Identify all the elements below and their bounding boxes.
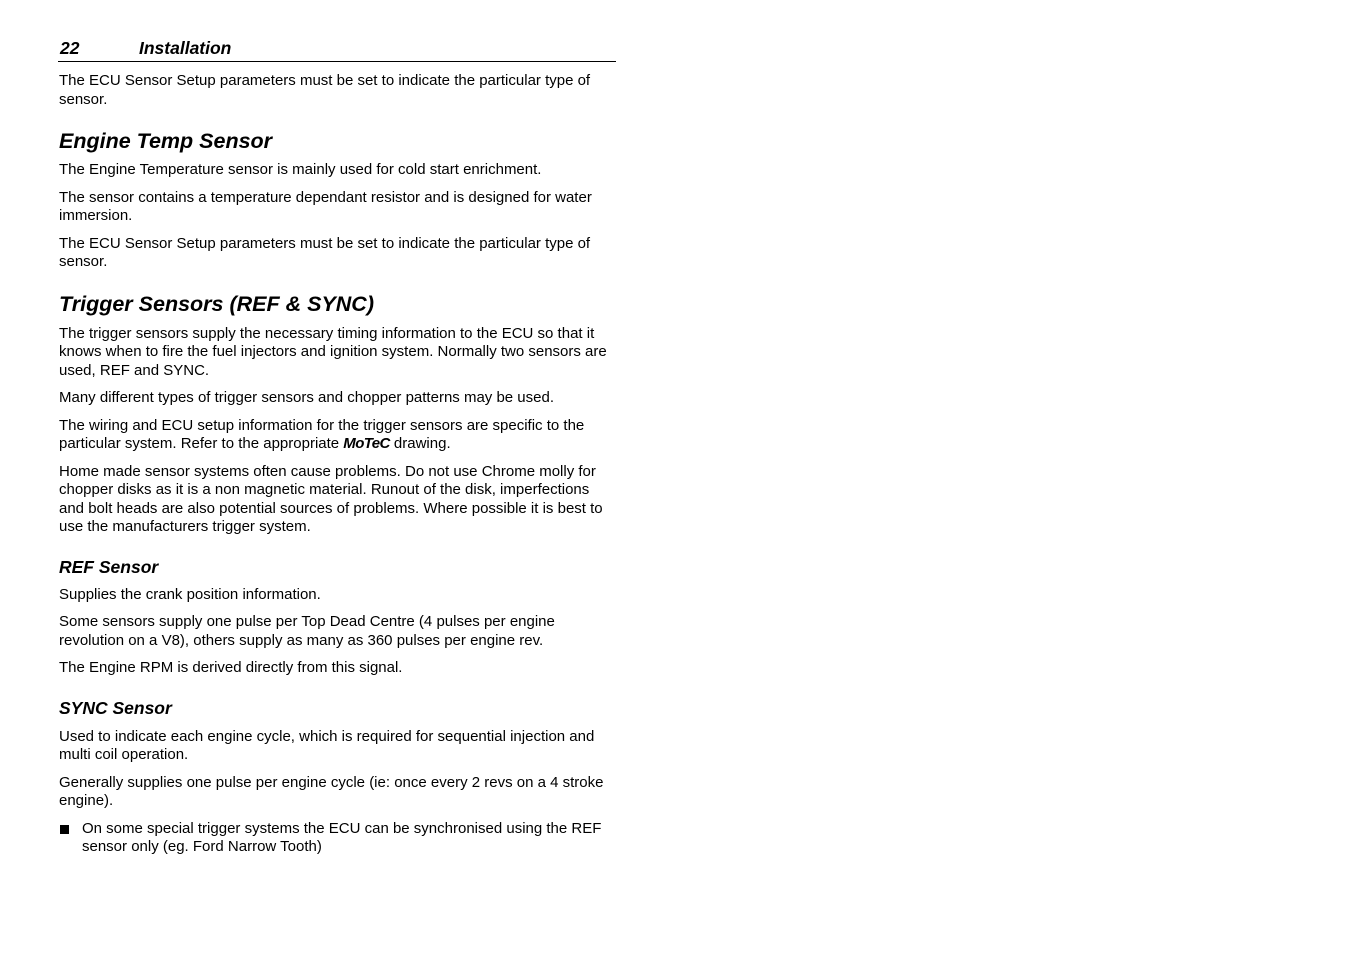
engine-temp-paragraph-1: The Engine Temperature sensor is mainly used for cold start enrichment. <box>59 161 542 178</box>
sync-paragraph-1: Used to indicate each engine cycle, which is required for sequential injection and multi coil operation. <box>59 727 595 763</box>
trigger-paragraph-1: The trigger sensors supply the necessary timing information to the ECU so that it knows when to fire the fuel injectors and ignition system. Normally two sensors are used, REF and SYNC. <box>59 324 607 379</box>
sync-paragraph-2: Generally supplies one pulse per engine cycle (ie: once every 2 revs on a 4 stroke engine). <box>59 773 604 809</box>
running-header <box>58 38 616 62</box>
trigger-paragraph-3-text-b: drawing. <box>389 435 451 452</box>
section-title: Installation <box>139 38 232 58</box>
engine-temp-paragraph-2: The sensor contains a temperature dependant resistor and is designed for water immersion. <box>59 188 592 224</box>
engine-temp-heading: Engine Temp Sensor <box>59 129 273 153</box>
trigger-paragraph-3 <box>58 417 616 454</box>
manual-page <box>58 38 616 857</box>
square-bullet-icon <box>60 825 69 834</box>
trigger-paragraph-4: Home made sensor systems often cause problems. Do not use Chrome molly for chopper disks as it is a non magnetic material. Runout of the disk, imperfections and bolt heads are also potential sources of problems. Where possible it is best to use the manufacturers trigger system. <box>59 462 603 535</box>
trigger-paragraph-3-text-a: The wiring and ECU setup information for the trigger sensors are specific to the particular system. Refer to the appropriate <box>59 416 585 452</box>
page-number: 22 <box>60 38 80 58</box>
ref-paragraph-1: Supplies the crank position information. <box>59 585 321 603</box>
trigger-sensors-heading: Trigger Sensors (REF & SYNC) <box>59 291 374 316</box>
sync-sensor-heading: SYNC Sensor <box>59 697 172 718</box>
sync-bullet-item <box>58 820 616 857</box>
trigger-paragraph-2: Many different types of trigger sensors and chopper patterns may be used. <box>59 389 554 406</box>
sync-bullet-text: On some special trigger systems the ECU can be synchronised using the REF sensor only (eg. Ford Narrow Tooth) <box>82 819 602 855</box>
intro-paragraph: The ECU Sensor Setup parameters must be set to indicate the particular type of sensor. <box>59 72 591 108</box>
ref-paragraph-3: The Engine RPM is derived directly from this signal. <box>59 659 403 676</box>
engine-temp-paragraph-3: The ECU Sensor Setup parameters must be set to indicate the particular type of sensor. <box>59 234 591 270</box>
ref-sensor-heading: REF Sensor <box>59 556 159 577</box>
motec-brand: MoTeC <box>343 435 390 452</box>
ref-paragraph-2: Some sensors supply one pulse per Top Dead Centre (4 pulses per engine revolution on a V8), others supply as many as 360 pulses per engine rev. <box>59 613 555 649</box>
